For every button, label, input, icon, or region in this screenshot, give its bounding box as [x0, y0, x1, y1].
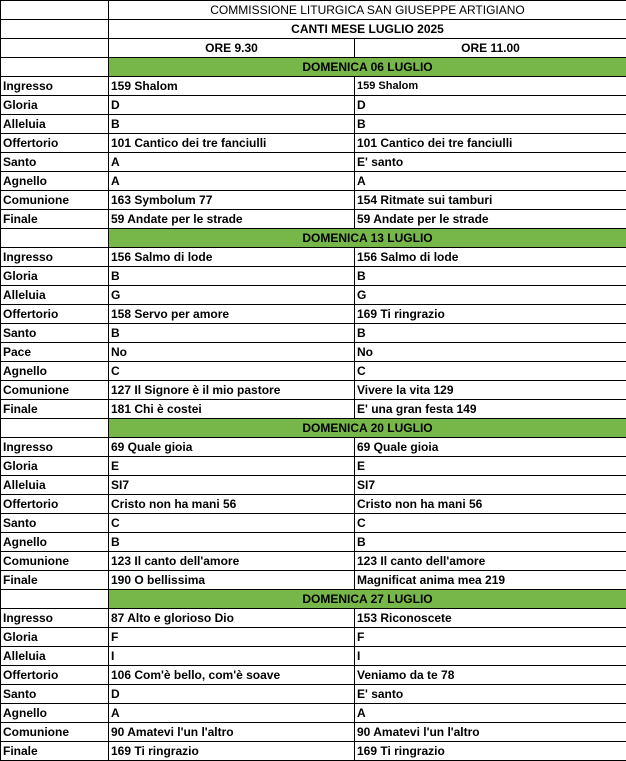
sunday-header-row — [1, 229, 626, 248]
table-row — [1, 77, 626, 96]
song-930: 59 Andate per le strade — [109, 210, 355, 229]
table-row — [1, 723, 626, 742]
moment-label: Comunione — [1, 723, 109, 742]
song-930: 69 Quale gioia — [109, 438, 355, 457]
moment-label: Santo — [1, 324, 109, 343]
moment-label: Ingresso — [1, 438, 109, 457]
header-row-commission — [1, 1, 626, 20]
song-1100: 123 Il canto dell'amore — [355, 552, 626, 571]
song-1100: 169 Ti ringrazio — [355, 305, 626, 324]
song-1100: 69 Quale gioia — [355, 438, 626, 457]
song-930: I — [109, 647, 355, 666]
song-1100: 101 Cantico dei tre fanciulli — [355, 134, 626, 153]
song-1100: B — [355, 267, 626, 286]
song-1100: B — [355, 324, 626, 343]
table-row — [1, 191, 626, 210]
table-row — [1, 476, 626, 495]
moment-label: Comunione — [1, 381, 109, 400]
song-1100: 154 Ritmate sui tamburi — [355, 191, 626, 210]
table-row — [1, 381, 626, 400]
song-930: D — [109, 685, 355, 704]
song-930: B — [109, 115, 355, 134]
song-1100: Veniamo da te 78 — [355, 666, 626, 685]
moment-label: Santo — [1, 514, 109, 533]
sunday-title: DOMENICA 06 LUGLIO — [109, 58, 626, 77]
table-row — [1, 210, 626, 229]
table-row — [1, 495, 626, 514]
song-1100: E' una gran festa 149 — [355, 400, 626, 419]
song-930: 156 Salmo di lode — [109, 248, 355, 267]
moment-label: Alleluia — [1, 115, 109, 134]
table-row — [1, 457, 626, 476]
song-930: 90 Amatevi l'un l'altro — [109, 723, 355, 742]
song-1100: I — [355, 647, 626, 666]
moment-label: Ingresso — [1, 77, 109, 96]
song-930: G — [109, 286, 355, 305]
moment-label: Pace — [1, 343, 109, 362]
commission-title: COMMISSIONE LITURGICA SAN GIUSEPPE ARTIGIANO — [109, 1, 626, 20]
song-930: F — [109, 628, 355, 647]
song-930: E — [109, 457, 355, 476]
table-row — [1, 324, 626, 343]
moment-label: Santo — [1, 153, 109, 172]
song-1100: E' santo — [355, 685, 626, 704]
moment-label: Gloria — [1, 267, 109, 286]
blank-cell — [1, 1, 109, 20]
table-row — [1, 286, 626, 305]
moment-label: Offertorio — [1, 305, 109, 324]
moment-label: Offertorio — [1, 495, 109, 514]
song-1100: Cristo non ha mani 56 — [355, 495, 626, 514]
song-930: A — [109, 153, 355, 172]
blank-cell — [1, 39, 109, 58]
table-row — [1, 628, 626, 647]
table-row — [1, 438, 626, 457]
table-row — [1, 172, 626, 191]
song-1100: D — [355, 96, 626, 115]
table-row — [1, 647, 626, 666]
song-1100: 169 Ti ringrazio — [355, 742, 626, 761]
blank-cell — [1, 229, 109, 248]
song-1100: No — [355, 343, 626, 362]
song-930: 101 Cantico dei tre fanciulli — [109, 134, 355, 153]
moment-label: Finale — [1, 210, 109, 229]
table-row — [1, 343, 626, 362]
blank-cell — [1, 20, 109, 39]
table-row — [1, 571, 626, 590]
moment-label: Offertorio — [1, 666, 109, 685]
song-1100: Vivere la vita 129 — [355, 381, 626, 400]
song-1100: E' santo — [355, 153, 626, 172]
table-row — [1, 134, 626, 153]
moment-label: Alleluia — [1, 647, 109, 666]
table-row — [1, 704, 626, 723]
table-row — [1, 666, 626, 685]
moment-label: Agnello — [1, 704, 109, 723]
song-1100: B — [355, 115, 626, 134]
song-1100: E — [355, 457, 626, 476]
table-row — [1, 153, 626, 172]
table-row — [1, 267, 626, 286]
moment-label: Comunione — [1, 552, 109, 571]
song-1100: G — [355, 286, 626, 305]
song-930: No — [109, 343, 355, 362]
song-1100: 159 Shalom — [355, 77, 626, 96]
blank-cell — [1, 58, 109, 77]
song-1100: 59 Andate per le strade — [355, 210, 626, 229]
header-row-title — [1, 20, 626, 39]
song-930: 87 Alto e glorioso Dio — [109, 609, 355, 628]
song-930: B — [109, 324, 355, 343]
song-1100: 90 Amatevi l'un l'altro — [355, 723, 626, 742]
sunday-header-row — [1, 419, 626, 438]
song-930: A — [109, 704, 355, 723]
time-930: ORE 9.30 — [109, 39, 355, 58]
moment-label: Alleluia — [1, 476, 109, 495]
table-row — [1, 552, 626, 571]
song-930: B — [109, 267, 355, 286]
song-1100: C — [355, 362, 626, 381]
table-row — [1, 533, 626, 552]
song-930: 163 Symbolum 77 — [109, 191, 355, 210]
song-930: 123 Il canto dell'amore — [109, 552, 355, 571]
song-930: 169 Ti ringrazio — [109, 742, 355, 761]
song-930: 181 Chi è costei — [109, 400, 355, 419]
moment-label: Alleluia — [1, 286, 109, 305]
song-930: C — [109, 362, 355, 381]
moment-label: Ingresso — [1, 248, 109, 267]
song-930: 158 Servo per amore — [109, 305, 355, 324]
blank-cell — [1, 590, 109, 609]
song-930: C — [109, 514, 355, 533]
song-930: 190 O bellissima — [109, 571, 355, 590]
song-930: 159 Shalom — [109, 77, 355, 96]
moment-label: Agnello — [1, 172, 109, 191]
table-row — [1, 609, 626, 628]
table-row — [1, 305, 626, 324]
moment-label: Gloria — [1, 457, 109, 476]
blank-cell — [1, 419, 109, 438]
song-930: 127 Il Signore è il mio pastore — [109, 381, 355, 400]
moment-label: Finale — [1, 742, 109, 761]
song-930: B — [109, 533, 355, 552]
song-930: A — [109, 172, 355, 191]
song-1100: 156 Salmo di lode — [355, 248, 626, 267]
moment-label: Santo — [1, 685, 109, 704]
sunday-header-row — [1, 590, 626, 609]
song-1100: Magnificat anima mea 219 — [355, 571, 626, 590]
song-930: SI7 — [109, 476, 355, 495]
table-row — [1, 115, 626, 134]
moment-label: Comunione — [1, 191, 109, 210]
table-row — [1, 400, 626, 419]
song-1100: A — [355, 172, 626, 191]
song-930: D — [109, 96, 355, 115]
moment-label: Offertorio — [1, 134, 109, 153]
sunday-title: DOMENICA 13 LUGLIO — [109, 229, 626, 248]
table-row — [1, 96, 626, 115]
sunday-title: DOMENICA 20 LUGLIO — [109, 419, 626, 438]
moment-label: Ingresso — [1, 609, 109, 628]
sunday-title: DOMENICA 27 LUGLIO — [109, 590, 626, 609]
moment-label: Finale — [1, 571, 109, 590]
song-930: 106 Com'è bello, com'è soave — [109, 666, 355, 685]
song-1100: A — [355, 704, 626, 723]
table-row — [1, 514, 626, 533]
moment-label: Gloria — [1, 96, 109, 115]
song-1100: F — [355, 628, 626, 647]
sunday-header-row — [1, 58, 626, 77]
schedule-body — [1, 1, 626, 761]
moment-label: Gloria — [1, 628, 109, 647]
moment-label: Agnello — [1, 533, 109, 552]
moment-label: Finale — [1, 400, 109, 419]
table-row — [1, 248, 626, 267]
song-930: Cristo non ha mani 56 — [109, 495, 355, 514]
time-1100: ORE 11.00 — [355, 39, 626, 58]
moment-label: Agnello — [1, 362, 109, 381]
table-row — [1, 362, 626, 381]
song-1100: 153 Riconoscete — [355, 609, 626, 628]
month-title: CANTI MESE LUGLIO 2025 — [109, 20, 626, 39]
song-1100: C — [355, 514, 626, 533]
table-row — [1, 685, 626, 704]
song-1100: B — [355, 533, 626, 552]
song-1100: SI7 — [355, 476, 626, 495]
header-row-times — [1, 39, 626, 58]
